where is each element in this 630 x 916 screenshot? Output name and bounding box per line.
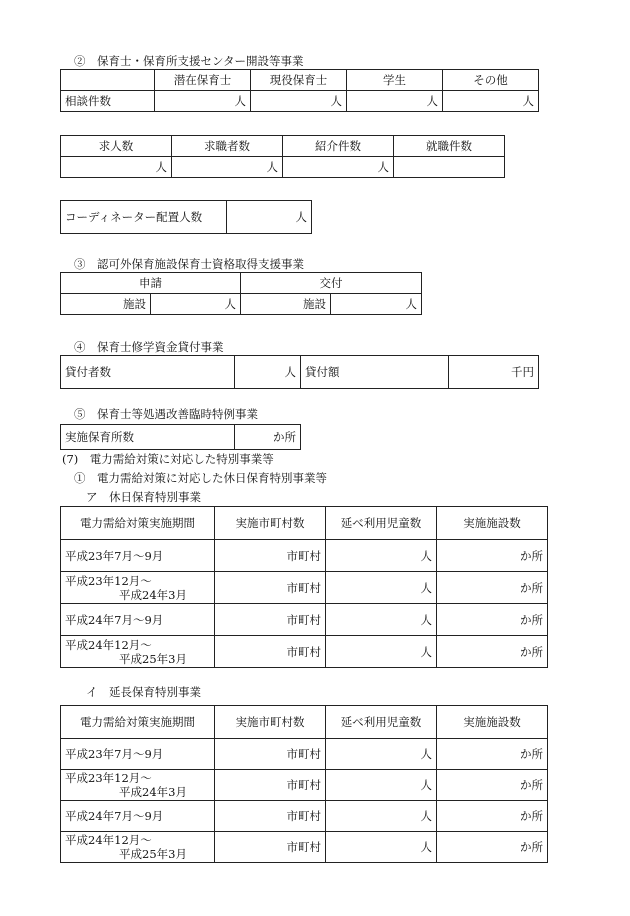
qualification-support-table	[60, 272, 422, 315]
table-row	[61, 91, 539, 112]
period-line1: 平成24年7月～9月	[65, 809, 164, 823]
unit-cell: か所	[437, 739, 548, 770]
section-4-heading: ④ 保育士修学資金貸付事業	[74, 340, 224, 354]
unit-cell: 人	[172, 157, 283, 178]
section-5-heading: ⑤ 保育士等処遇改善臨時特例事業	[74, 407, 258, 421]
extended-childcare-title: イ 延長保育特別事業	[86, 685, 201, 699]
period-line1: 平成23年12月～	[65, 573, 152, 588]
unit-cell: 人	[326, 832, 437, 863]
header-children: 延べ利用児童数	[326, 706, 437, 739]
unit-cell: 人	[326, 801, 437, 832]
loan-amount-label: 貸付額	[301, 356, 449, 389]
header-job-openings: 求人数	[61, 136, 172, 157]
header-active-nursery-teacher: 現役保育士	[251, 70, 347, 91]
unit-cell: か所	[437, 770, 548, 801]
unit-cell: 人	[326, 636, 437, 668]
section-3-heading: ③ 認可外保育施設保育士資格取得支援事業	[74, 257, 304, 271]
job-placement-table	[60, 135, 505, 178]
header-facilities: 実施施設数	[437, 507, 548, 540]
period-cell	[61, 636, 215, 668]
section-2-heading: ② 保育士・保育所支援センター開設等事業	[74, 54, 304, 68]
period-cell	[61, 572, 215, 604]
unit-cell: 市町村	[215, 604, 326, 636]
section-7-heading: (7) 電力需給対策に対応した特別事業等	[62, 452, 274, 466]
header-facilities: 実施施設数	[437, 706, 548, 739]
period-line2: 平成25年3月	[119, 847, 187, 861]
table-row	[61, 832, 548, 863]
table-row	[61, 739, 548, 770]
header-referrals: 紹介件数	[283, 136, 394, 157]
table-row	[61, 70, 539, 91]
facility-label: 施設	[241, 294, 331, 315]
table-row	[61, 201, 312, 234]
unit-cell: 人	[326, 572, 437, 604]
header-employments: 就職件数	[394, 136, 505, 157]
table-row	[61, 356, 539, 389]
extended-childcare-table	[60, 705, 548, 863]
section-7-1-heading: ① 電力需給対策に対応した休日保育特別事業等	[74, 471, 327, 485]
unit-cell: 人	[326, 739, 437, 770]
unit-cell: か所	[437, 572, 548, 604]
facility-label: 施設	[61, 294, 151, 315]
loan-table	[60, 355, 539, 389]
table-row	[61, 425, 301, 450]
table-row	[61, 540, 548, 572]
period-line2: 平成24年3月	[119, 587, 187, 602]
period-cell	[61, 604, 215, 636]
unit-cell: 人	[61, 157, 172, 178]
unit-cell: 市町村	[215, 636, 326, 668]
implementing-nurseries-label: 実施保育所数	[61, 425, 235, 450]
header-municipalities: 実施市町村数	[215, 507, 326, 540]
table-row	[61, 706, 548, 739]
header-application: 申請	[61, 273, 241, 294]
period-line1: 平成24年12月～	[65, 637, 152, 652]
header-latent-nursery-teacher: 潜在保育士	[155, 70, 251, 91]
treatment-improvement-table	[60, 424, 301, 450]
unit-cell: 千円	[449, 356, 539, 389]
header-student: 学生	[347, 70, 443, 91]
period-line1: 平成23年7月～9月	[65, 747, 164, 761]
unit-cell: 市町村	[215, 801, 326, 832]
unit-cell: か所	[437, 604, 548, 636]
unit-cell: 人	[227, 201, 312, 234]
period-cell	[61, 540, 215, 572]
unit-cell: 人	[235, 356, 301, 389]
table-row	[61, 136, 505, 157]
period-line1: 平成23年12月～	[65, 771, 152, 785]
period-cell	[61, 770, 215, 801]
header-issuance: 交付	[241, 273, 422, 294]
holiday-childcare-table	[60, 506, 548, 668]
unit-cell: 人	[443, 91, 539, 112]
period-line1: 平成24年7月～9月	[65, 612, 164, 627]
holiday-childcare-title: ア 休日保育特別事業	[86, 490, 201, 504]
unit-cell: 人	[283, 157, 394, 178]
unit-cell: 市町村	[215, 739, 326, 770]
unit-cell: 人	[251, 91, 347, 112]
borrowers-label: 貸付者数	[61, 356, 235, 389]
table-row	[61, 507, 548, 540]
row-label-consultations: 相談件数	[61, 91, 155, 112]
unit-cell: か所	[437, 636, 548, 668]
table-cell	[394, 157, 505, 178]
unit-cell: か所	[437, 540, 548, 572]
header-other: その他	[443, 70, 539, 91]
unit-cell: 人	[326, 540, 437, 572]
unit-cell: 市町村	[215, 572, 326, 604]
unit-cell: か所	[437, 832, 548, 863]
header-period: 電力需給対策実施期間	[61, 507, 215, 540]
table-row	[61, 157, 505, 178]
period-line2: 平成25年3月	[119, 651, 187, 666]
table-row	[61, 801, 548, 832]
table-row	[61, 604, 548, 636]
unit-cell: か所	[235, 425, 301, 450]
period-cell	[61, 801, 215, 832]
coordinator-table	[60, 200, 312, 234]
coordinator-label: コーディネーター配置人数	[61, 201, 227, 234]
period-cell	[61, 832, 215, 863]
table-row	[61, 636, 548, 668]
period-line1: 平成24年12月～	[65, 833, 152, 847]
period-line2: 平成24年3月	[119, 785, 187, 799]
header-children: 延べ利用児童数	[326, 507, 437, 540]
unit-cell: 人	[326, 770, 437, 801]
unit-cell: 人	[347, 91, 443, 112]
unit-cell: 市町村	[215, 540, 326, 572]
unit-cell: 市町村	[215, 832, 326, 863]
unit-cell: 人	[155, 91, 251, 112]
table-row	[61, 770, 548, 801]
table-row	[61, 294, 422, 315]
table-cell	[61, 70, 155, 91]
unit-cell: か所	[437, 801, 548, 832]
header-period: 電力需給対策実施期間	[61, 706, 215, 739]
header-municipalities: 実施市町村数	[215, 706, 326, 739]
table-row	[61, 572, 548, 604]
unit-cell: 人	[331, 294, 422, 315]
unit-cell: 人	[326, 604, 437, 636]
table-row	[61, 273, 422, 294]
header-job-seekers: 求職者数	[172, 136, 283, 157]
unit-cell: 市町村	[215, 770, 326, 801]
period-cell	[61, 739, 215, 770]
period-line1: 平成23年7月～9月	[65, 548, 164, 563]
unit-cell: 人	[151, 294, 241, 315]
consultation-table	[60, 69, 539, 112]
